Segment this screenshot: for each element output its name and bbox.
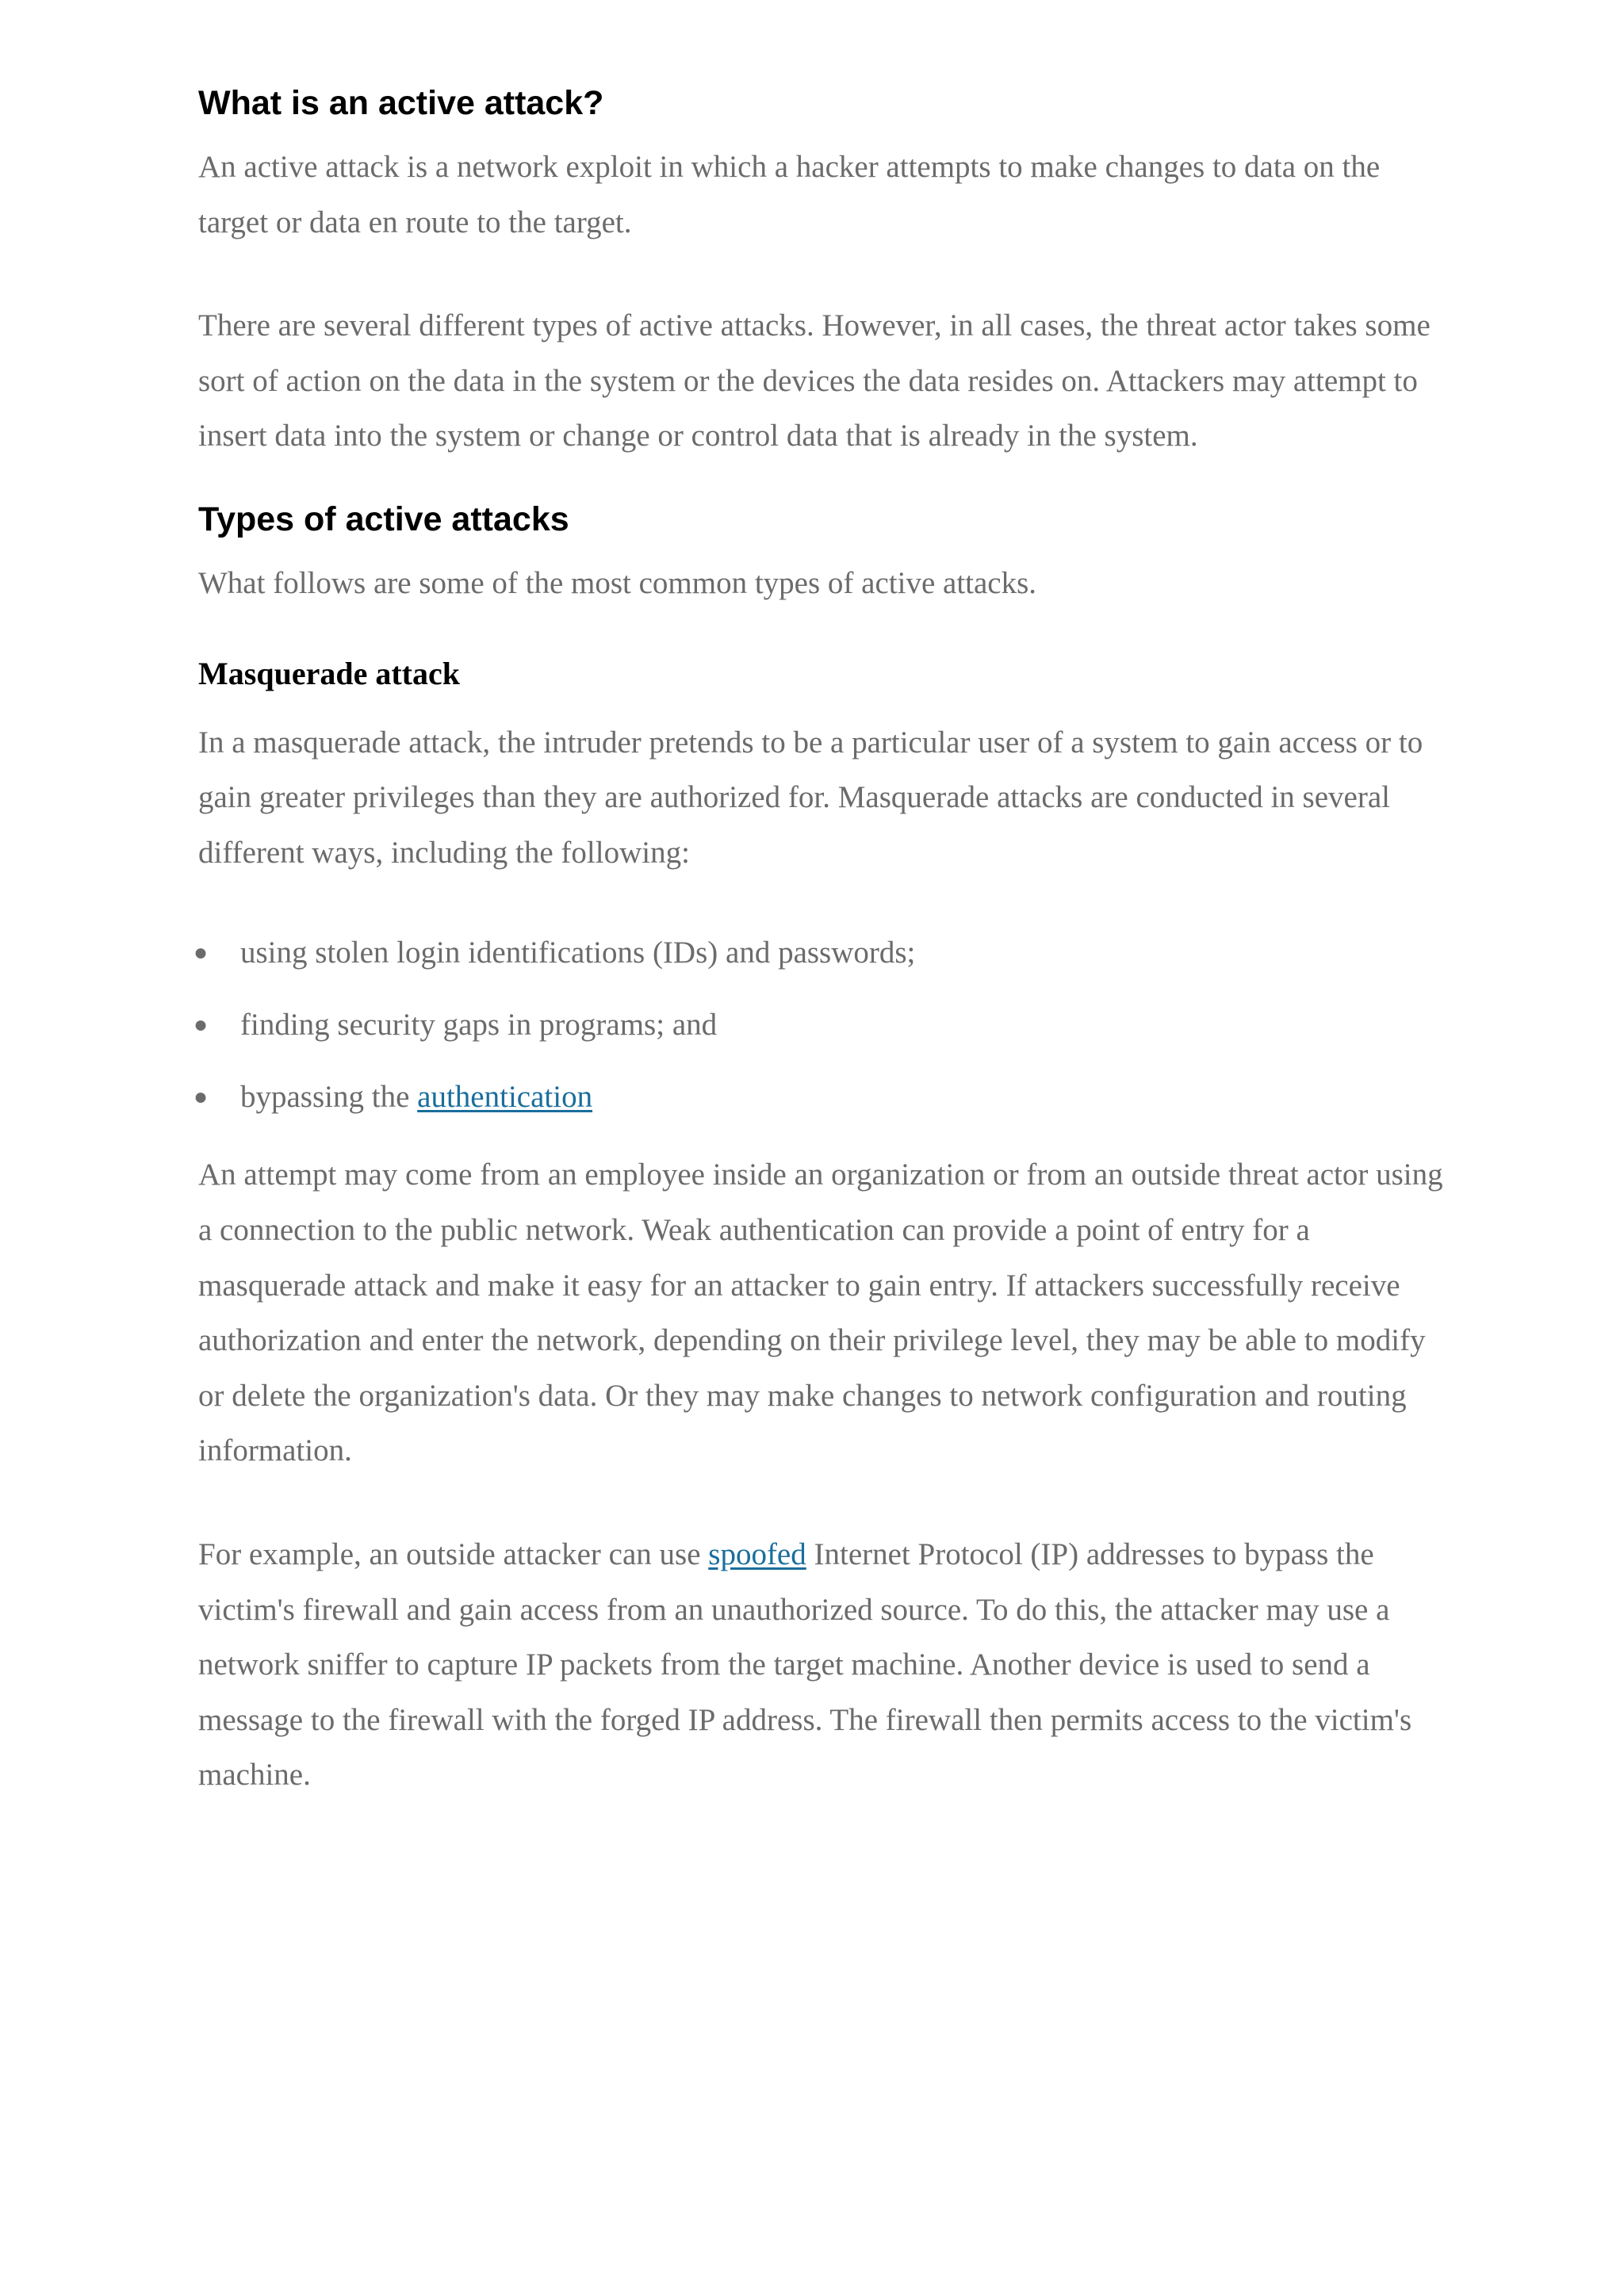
article <box>193 71 1443 1803</box>
masquerade-methods-list <box>193 929 1443 1121</box>
list-item-text: bypassing the <box>240 1080 418 1115</box>
bullet-icon: ● <box>193 1084 209 1111</box>
paragraph-types-intro: What follows are some of the most common types of active attacks. <box>198 565 1037 600</box>
list-item <box>193 1073 1443 1121</box>
list-item-text: finding security gaps in programs; and <box>240 1008 718 1043</box>
paragraph-masquerade-intro: In a masquerade attack, the intruder pretends to be a particular user of a system to gain access or to gain greater privileges than they are authorized for. Masquerade attacks are conducted in several different ways, including the following: <box>198 725 1423 870</box>
authentication-link[interactable]: authentication <box>417 1080 593 1115</box>
list-item <box>193 929 1443 977</box>
list-item-text: using stolen login identifications (IDs) and passwords; <box>240 936 916 970</box>
bullet-icon: ● <box>193 1012 209 1039</box>
spoofed-link[interactable]: spoofed <box>708 1536 806 1571</box>
paragraph-definition: An active attack is a network exploit in which a hacker attempts to make changes to data on the target or data en route to the target. <box>198 150 1381 239</box>
paragraph-text: Internet Protocol (IP) addresses to bypass the victim's firewall and gain access from an unauthorized source. To do this, the attacker may use a network sniffer to capture IP packets from the target machine. Another device is used to send a message to the firewall with the forged IP address. The firewall then permits access to the victim's machine. <box>198 1536 1412 1793</box>
paragraph-types-overview: There are several different types of active attacks. However, in all cases, the threat actor takes some sort of action on the data in the system or the devices the data resides on. Attackers may attempt to insert data into the system or change or control data that is already in the system. <box>198 308 1431 453</box>
paragraph-attempt-origin: An attempt may come from an employee inside an organization or from an outside threat actor using a connection to the public network. Weak authentication can provide a point of entry for a masquerade attack and make it easy for an attacker to gain entry. If attackers successfully receive authorization and enter the network, depending on their privilege level, they may be able to modify or delete the organization's data. Or they may make changes to network configuration and routing information. <box>198 1158 1443 1468</box>
bullet-icon: ● <box>193 939 209 966</box>
paragraph-text: For example, an outside attacker can use <box>198 1536 709 1571</box>
heading-types-of-active-attacks: Types of active attacks <box>198 499 569 538</box>
paragraph-spoofing-example <box>198 1527 1443 1803</box>
list-item <box>193 1001 1443 1049</box>
heading-masquerade-attack: Masquerade attack <box>198 655 460 691</box>
heading-what-is-active-attack: What is an active attack? <box>198 84 604 122</box>
